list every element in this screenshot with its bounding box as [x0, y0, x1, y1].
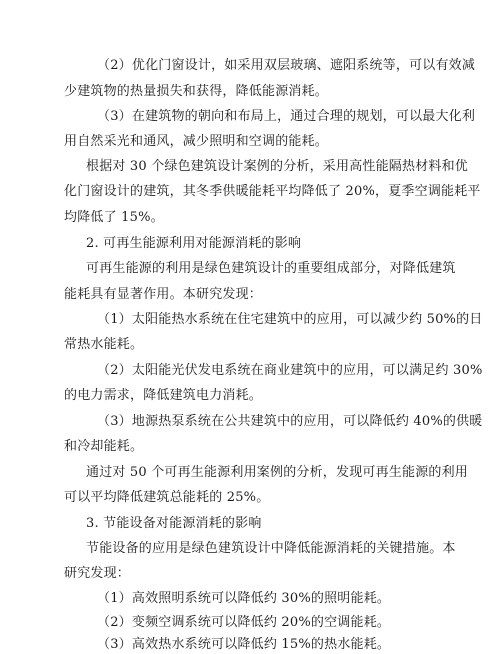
paragraph-line: 根据对 30 个绿色建筑设计案例的分析，采用高性能隔热材料和优 [86, 159, 469, 174]
paragraph-line: 的电力需求，降低建筑电力消耗。 [64, 388, 263, 403]
paragraph-line: 用自然采光和通风，减少照明和空调的能耗。 [64, 134, 329, 149]
paragraph-line: （2）太阳能光伏发电系统在商业建筑中的应用，可以满足约 30% [97, 363, 483, 378]
paragraph-line: 少建筑物的热量损失和获得，降低能源消耗。 [64, 84, 329, 99]
section-heading: 2. 可再生能源利用对能源消耗的影响 [86, 236, 302, 251]
paragraph-line: 通过对 50 个可再生能源利用案例的分析，发现可再生能源的利用 [86, 465, 469, 480]
paragraph-line: 和冷却能耗。 [64, 439, 144, 454]
paragraph-line: 可以平均降低建筑总能耗的 25%。 [64, 490, 270, 505]
paragraph-line: （3）地源热泵系统在公共建筑中的应用，可以降低约 40%的供暖 [97, 414, 483, 429]
section-heading: 3. 节能设备对能源消耗的影响 [86, 516, 262, 531]
paragraph-line: 均降低了 15%。 [64, 210, 164, 225]
paragraph-line: 化门窗设计的建筑，其冬季供暖能耗平均降低了 20%，夏季空调能耗平 [64, 184, 481, 199]
paragraph-line: （2）优化门窗设计，如采用双层玻璃、遮阳系统等，可以有效减 [97, 58, 476, 73]
paragraph-line: 能耗具有显著作用。本研究发现： [64, 287, 263, 302]
list-item: （3）高效热水系统可以降低约 15%的热水能耗。 [97, 637, 391, 652]
paragraph-line: （3）在建筑物的朝向和布局上，通过合理的规划，可以最大化利 [97, 109, 476, 124]
paragraph-line: 节能设备的应用是绿色建筑设计中降低能源消耗的关键措施。本 [86, 541, 456, 556]
list-item: （2）变频空调系统可以降低约 20%的空调能耗。 [97, 615, 391, 630]
paragraph-line: 研究发现： [64, 566, 131, 581]
paragraph-line: 可再生能源的利用是绿色建筑设计的重要组成部分，对降低建筑 [86, 261, 456, 276]
paragraph-line: （1）太阳能热水系统在住宅建筑中的应用，可以减少约 50%的日 [97, 312, 483, 327]
paragraph-line: 常热水能耗。 [64, 337, 144, 352]
list-item: （1）高效照明系统可以降低约 30%的照明能耗。 [97, 591, 391, 606]
